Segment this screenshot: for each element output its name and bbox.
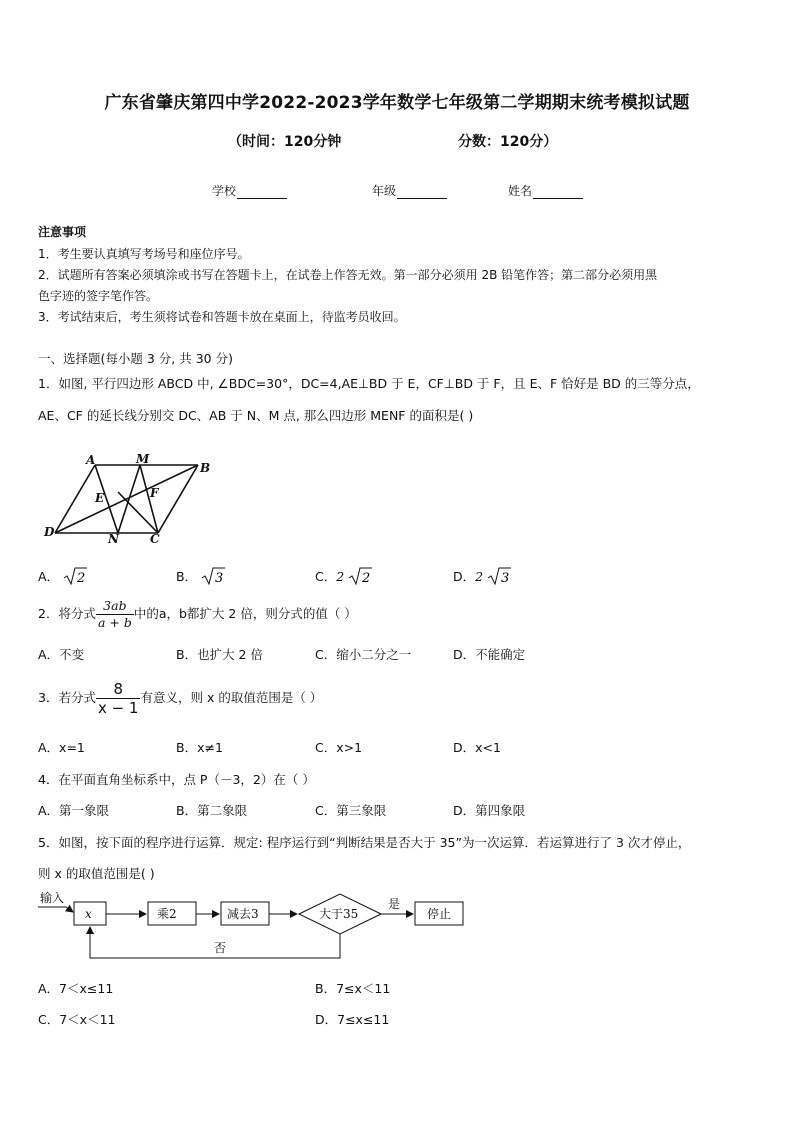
exam-score: 分数：120分） <box>458 134 558 150</box>
name-field[interactable] <box>508 182 583 199</box>
flow-x-label: x <box>85 907 92 921</box>
name-label: 姓名 <box>508 184 533 198</box>
q5-text: 5．如图，按下面的程序进行运算．规定: 程序运行到“判断结果是否大于 35”为一次运算．若运算进行了 3 次才停止， <box>38 835 691 850</box>
label-F: F <box>150 486 159 500</box>
label-B: B <box>200 461 211 475</box>
flow-mul-label: 乘2 <box>157 907 177 921</box>
q4-text: 4．在平面直角坐标系中，点 P（－3，2）在（ ） <box>38 772 315 787</box>
grade-blank[interactable] <box>397 186 447 199</box>
flow-input-label: 输入 <box>40 891 65 905</box>
q3-text: 3．若分式 $\frac{8}{x - 1}$ 有意义，则 x 的取值范围是（ ） <box>38 680 323 717</box>
label-M: M <box>136 452 150 466</box>
q2-text: 2．将分式 $\frac{3ab}{a + b}$ 中的a，b都扩大 2 倍，则分式的值（ ） <box>38 598 357 630</box>
q4-option-a[interactable]: A．第一象限 <box>38 803 110 818</box>
q5-option-b[interactable]: B．7≤x＜11 <box>315 981 391 996</box>
label-N: N <box>108 532 119 546</box>
sqrt-icon <box>63 566 87 586</box>
school-field[interactable] <box>212 182 287 199</box>
note-item: 3．考试结束后，考生须将试卷和答题卡放在桌面上，待监考员收回。 <box>38 310 406 324</box>
sqrt-icon <box>348 566 372 586</box>
label-D: D <box>44 525 55 539</box>
grade-label: 年级 <box>372 184 397 198</box>
exam-title: 广东省肇庆第四中学2022-2023学年数学七年级第二学期期末统考模拟试题 <box>104 93 690 113</box>
label-E: E <box>95 491 105 505</box>
svg-text:3: 3 <box>215 571 224 586</box>
q5-option-a[interactable]: A．7＜x≤11 <box>38 981 114 996</box>
label-C: C <box>150 532 160 546</box>
section-title: 一、选择题(每小题 3 分, 共 30 分) <box>38 351 233 366</box>
svg-text:2: 2 <box>362 571 371 586</box>
q1-option-d[interactable]: D．2 3 <box>453 566 511 586</box>
q5-option-c[interactable]: C．7＜x＜11 <box>38 1012 116 1027</box>
q5-text: 则 x 的取值范围是( ) <box>38 866 155 881</box>
sqrt-icon <box>487 566 511 586</box>
grade-field[interactable] <box>372 182 447 199</box>
flow-cond-label: 大于35 <box>319 907 359 921</box>
parallelogram-figure <box>40 450 230 550</box>
q1-option-c[interactable]: C．2 2 <box>315 566 372 586</box>
name-blank[interactable] <box>533 186 583 199</box>
flowchart <box>36 888 476 968</box>
label-A: A <box>86 453 96 467</box>
q3-option-b[interactable]: B．x≠1 <box>176 740 223 755</box>
q3-option-a[interactable]: A．x=1 <box>38 740 85 755</box>
q4-option-d[interactable]: D．第四象限 <box>453 803 526 818</box>
q3-fraction: $\frac{8}{x - 1}$ <box>97 680 139 717</box>
q4-option-b[interactable]: B．第二象限 <box>176 803 248 818</box>
flow-no-label: 否 <box>214 941 227 955</box>
q5-option-d[interactable]: D．7≤x≤11 <box>315 1012 390 1027</box>
q3-option-d[interactable]: D．x<1 <box>453 740 501 755</box>
q3-option-c[interactable]: C．x>1 <box>315 740 363 755</box>
q2-option-d[interactable]: D．不能确定 <box>453 647 526 662</box>
school-label: 学校 <box>212 184 237 198</box>
flow-sub-label: 减去3 <box>227 907 259 921</box>
q2-fraction: $\frac{3ab}{a + b}$ <box>97 598 132 630</box>
svg-text:2: 2 <box>77 571 86 586</box>
q2-option-b[interactable]: B．也扩大 2 倍 <box>176 647 263 662</box>
notes-title: 注意事项 <box>38 225 87 239</box>
note-item: 2．试题所有答案必须填涂或书写在答题卡上，在试卷上作答无效。第一部分必须用 2B 铅笔作答；第二部分必须用黑 <box>38 268 658 282</box>
q1-option-a[interactable]: A． 2 <box>38 566 87 586</box>
exam-time: （时间：120分钟 <box>228 134 342 150</box>
q1-text: 1．如图, 平行四边形 ABCD 中, ∠BDC=30°，DC=4,AE⊥BD 于 E，CF⊥BD 于 F，且 E、F 恰好是 BD 的三等分点， <box>38 376 700 391</box>
flow-stop-label: 停止 <box>427 907 452 921</box>
q4-option-c[interactable]: C．第三象限 <box>315 803 387 818</box>
q2-option-c[interactable]: C．缩小二分之一 <box>315 647 412 662</box>
flow-yes-label: 是 <box>388 897 401 911</box>
note-item: 色字迹的签字笔作答。 <box>38 289 159 303</box>
svg-text:3: 3 <box>501 571 510 586</box>
school-blank[interactable] <box>237 186 287 199</box>
note-item: 1．考生要认真填写考场号和座位序号。 <box>38 247 250 261</box>
sqrt-icon <box>201 566 225 586</box>
q1-option-b[interactable]: B． 3 <box>176 566 225 586</box>
q1-text: AE、CF 的延长线分别交 DC、AB 于 N、M 点, 那么四边形 MENF 的面积是( ) <box>38 408 474 423</box>
q2-option-a[interactable]: A．不变 <box>38 647 85 662</box>
